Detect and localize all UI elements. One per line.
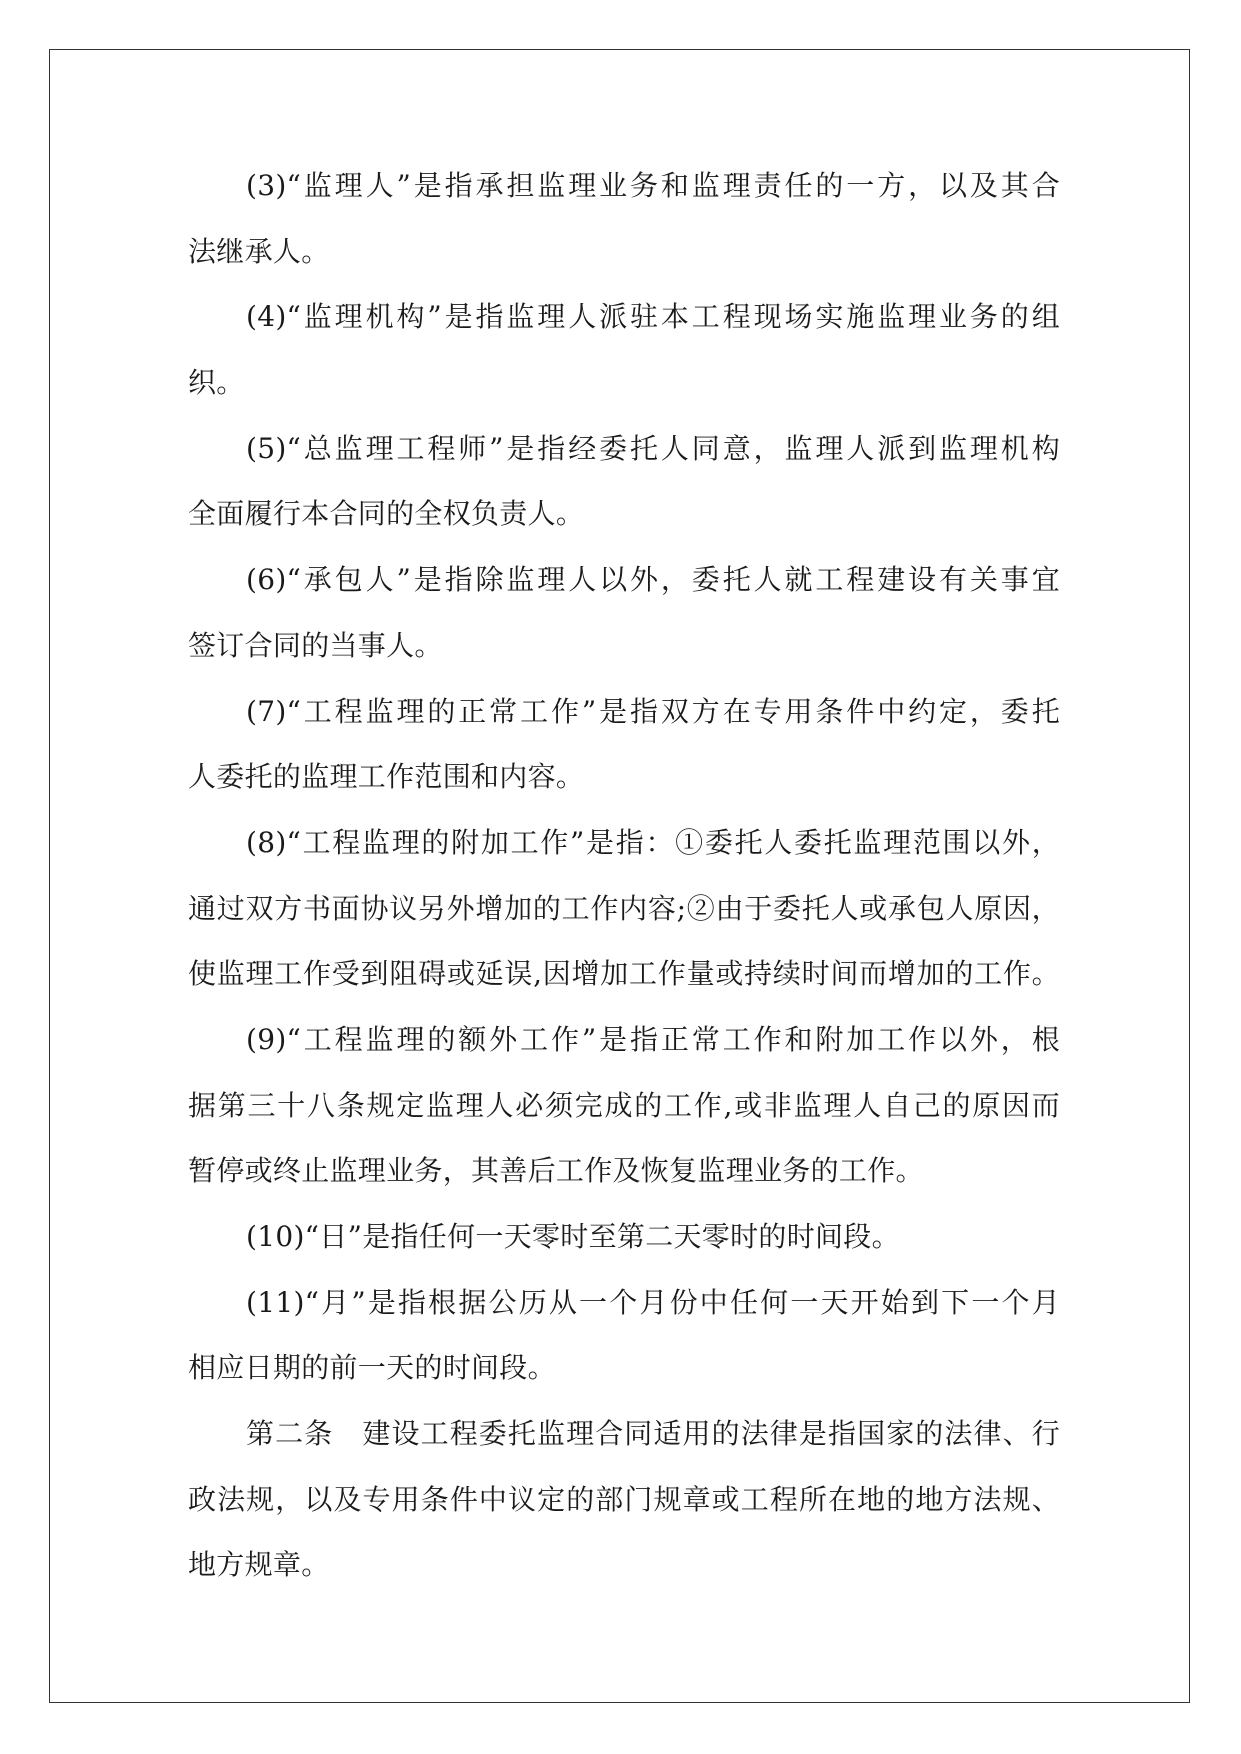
- text-line: (4)“监理机构”是指监理人派驻本工程现场实施监理业务的组: [246, 300, 1060, 334]
- document-body: [188, 153, 1060, 1598]
- text-line: 相应日期的前一天的时间段。: [188, 1351, 556, 1385]
- text-line: 暂停或终止监理业务，其善后工作及恢复监理业务的工作。: [188, 1154, 924, 1188]
- text-line: 签订合同的当事人。: [188, 628, 443, 662]
- text-line: 织。: [188, 366, 245, 400]
- text-line: (11)“月”是指根据公历从一个月份中任何一天开始到下一个月: [246, 1285, 1060, 1319]
- text-line: (8)“工程监理的附加工作”是指：①委托人委托监理范围以外，: [246, 825, 1060, 859]
- text-line: 通过双方书面协议另外增加的工作内容;②由于委托人或承包人原因，: [188, 891, 1060, 925]
- text-line: 政法规，以及专用条件中议定的部门规章或工程所在地的地方法规、: [188, 1482, 1060, 1516]
- text-line: 地方规章。: [188, 1548, 330, 1582]
- text-line: (3)“监理人”是指承担监理业务和监理责任的一方，以及其合: [246, 169, 1060, 202]
- text-line: 使监理工作受到阻碍或延误,因增加工作量或持续时间而增加的工作。: [188, 957, 1060, 991]
- text-line: 据第三十八条规定监理人必须完成的工作,或非监理人自己的原因而: [188, 1088, 1060, 1122]
- text-line: (5)“总监理工程师”是指经委托人同意，监理人派到监理机构: [246, 431, 1060, 465]
- text-line: (6)“承包人”是指除监理人以外，委托人就工程建设有关事宜: [246, 563, 1060, 597]
- text-line: (7)“工程监理的正常工作”是指双方在专用条件中约定，委托: [246, 694, 1060, 728]
- text-line: 第二条 建设工程委托监理合同适用的法律是指国家的法律、行: [246, 1417, 1060, 1451]
- text-line: 法继承人。: [188, 234, 330, 268]
- text-line: 人委托的监理工作范围和内容。: [188, 760, 585, 794]
- text-line: (9)“工程监理的额外工作”是指正常工作和附加工作以外，根: [246, 1022, 1060, 1056]
- text-line: 全面履行本合同的全权负责人。: [188, 497, 585, 531]
- text-line: (10)“日”是指任何一天零时至第二天零时的时间段。: [246, 1220, 900, 1253]
